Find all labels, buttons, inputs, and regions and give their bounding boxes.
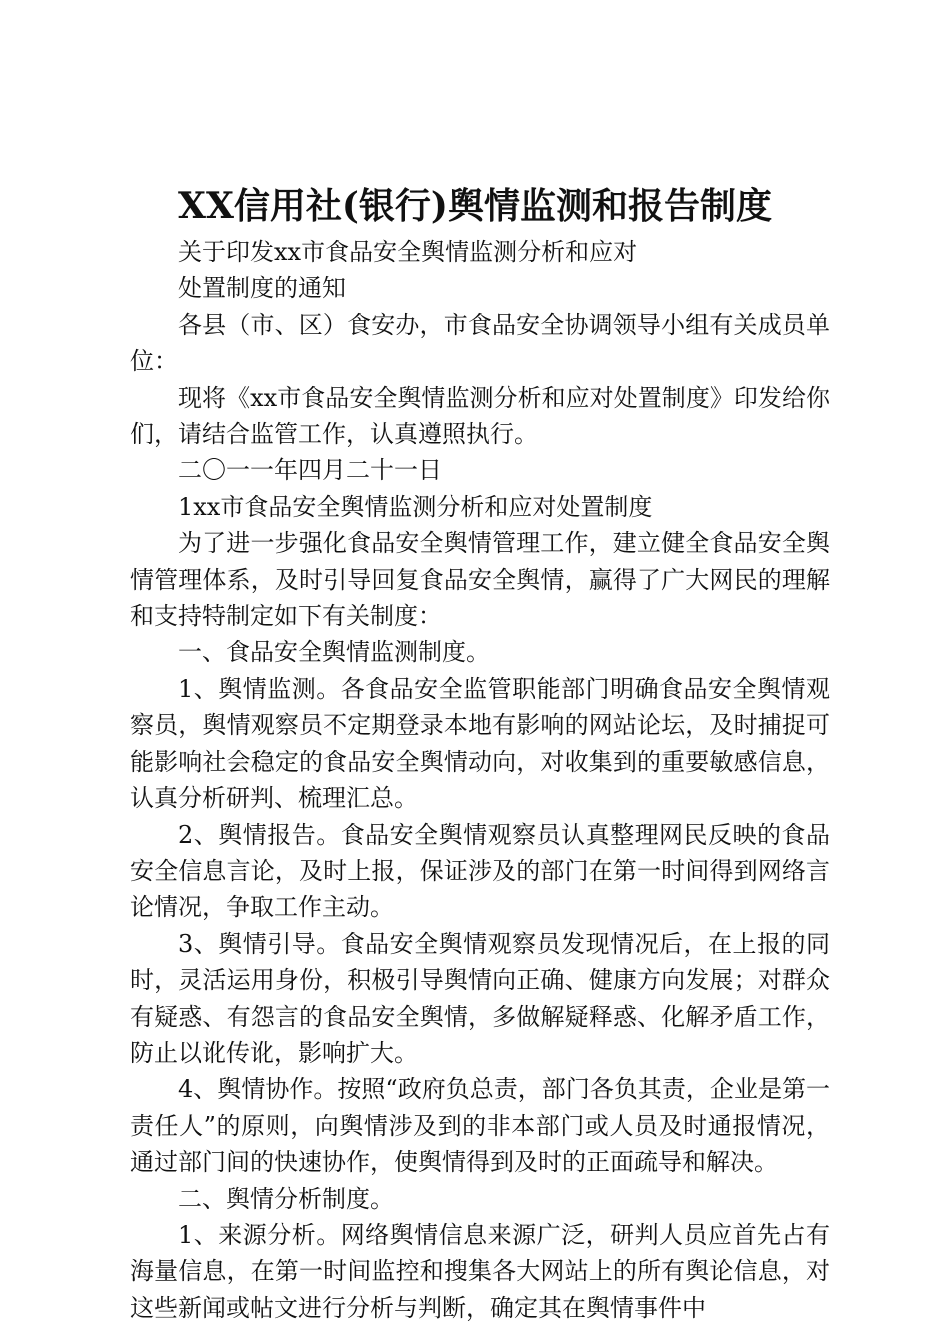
clause-paragraph: 4、舆情协作。按照“政府负总责，部门各负其责，企业是第一责任人”的原则，向舆情涉及到的非本部门或人员及时通报情况，通过部门间的快速协作，使舆情得到及时的正面疏导和解决。 xyxy=(130,1075,830,1177)
clause-paragraph: 1、来源分析。网络舆情信息来源广泛，研判人员应首先占有海量信息，在第一时间监控和搜集各大网站上的所有舆论信息，对这些新闻或帖文进行分析与判断，确定其在舆情事件中 xyxy=(130,1220,830,1322)
clause-paragraph: 1、舆情监测。各食品安全监管职能部门明确食品安全舆情观察员，舆情观察员不定期登录本地有影响的网站论坛，及时捕捉可能影响社会稳定的食品安全舆情动向，对收集到的重要敏感信息，认真分析研判、梳理汇总。 xyxy=(130,674,830,813)
clause-paragraph: 3、舆情引导。食品安全舆情观察员发现情况后，在上报的同时，灵活运用身份，积极引导舆情向正确、健康方向发展；对群众有疑惑、有怨言的食品安全舆情，多做解疑释惑、化解矛盾工作，防止以讹传讹，影响扩大。 xyxy=(130,929,830,1067)
intro-paragraph: 为了进一步强化食品安全舆情管理工作，建立健全食品安全舆情管理体系，及时引导回复食品安全舆情，赢得了广大网民的理解和支持特制定如下有关制度： xyxy=(130,529,830,631)
notice-body-paragraph: 现将《xx市食品安全舆情监测分析和应对处置制度》印发给你们，请结合监管工作，认真遵照执行。 xyxy=(130,383,830,449)
notice-date: 二〇一一年四月二十一日 xyxy=(178,456,442,485)
section-heading-1: 一、食品安全舆情监测制度。 xyxy=(178,638,490,667)
section-heading-2: 二、舆情分析制度。 xyxy=(178,1184,394,1213)
section-title: 1xx市食品安全舆情监测分析和应对处置制度 xyxy=(178,492,653,521)
addressee-paragraph: 各县（市、区）食安办，市食品安全协调领导小组有关成员单位： xyxy=(130,310,830,376)
notice-heading-line-1: 关于印发xx市食品安全舆情监测分析和应对 xyxy=(178,238,638,266)
clause-paragraph: 2、舆情报告。食品安全舆情观察员认真整理网民反映的食品安全信息言论，及时上报，保证涉及的部门在第一时间得到网络言论情况，争取工作主动。 xyxy=(130,820,830,922)
document-body xyxy=(130,234,830,1326)
document-title: XX信用社(银行)舆情监测和报告制度 xyxy=(178,185,772,227)
notice-heading-line-2: 处置制度的通知 xyxy=(178,274,346,303)
